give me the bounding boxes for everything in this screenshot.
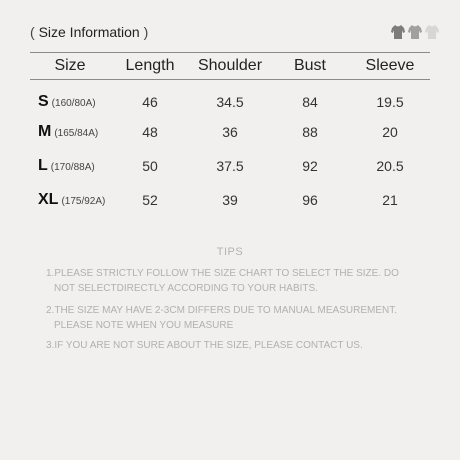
shoulder-cell: 34.5 xyxy=(216,94,244,110)
tip-line: NOT SELECTDIRECTLY ACCORDING TO YOUR HABITS. xyxy=(54,283,318,294)
table-header-row xyxy=(30,54,430,78)
open-paren: ( xyxy=(30,24,35,40)
bust-cell: 84 xyxy=(302,94,318,110)
bust-cell: 96 xyxy=(302,192,318,208)
size-cell xyxy=(30,93,110,111)
sleeve-cell: 19.5 xyxy=(376,94,404,110)
size-label: M xyxy=(38,123,52,140)
tip-line: PLEASE NOTE WHEN YOU MEASURE xyxy=(54,320,234,331)
table-header-rule xyxy=(30,79,430,80)
header-size: Size xyxy=(54,57,86,74)
header-bust: Bust xyxy=(293,57,326,74)
tip-line: 2.THE SIZE MAY HAVE 2-3CM DIFFERS DUE TO MANUAL MEASUREMENT. xyxy=(46,305,397,316)
tips-title: TIPS xyxy=(216,246,244,258)
table-row xyxy=(30,120,430,144)
shirt-mid-icon xyxy=(407,24,423,40)
size-cell xyxy=(30,123,110,141)
shoulder-cell: 37.5 xyxy=(216,158,244,174)
tip-item xyxy=(46,266,426,296)
table-row xyxy=(30,188,430,212)
table-row xyxy=(30,90,430,114)
header-shoulder: Shoulder xyxy=(197,57,263,74)
shirt-dark-icon xyxy=(390,24,406,40)
size-label: S xyxy=(38,93,49,110)
length-cell: 48 xyxy=(142,124,158,140)
size-spec: (175/92A) xyxy=(61,196,106,207)
size-label: XL xyxy=(38,191,59,208)
sleeve-cell: 20.5 xyxy=(376,158,404,174)
close-paren: ) xyxy=(143,24,149,40)
length-cell: 46 xyxy=(142,94,158,110)
size-cell xyxy=(30,157,110,175)
tip-line: 1.PLEASE STRICTLY FOLLOW THE SIZE CHART TO SELECT THE SIZE. DO xyxy=(46,268,399,279)
size-spec: (160/80A) xyxy=(51,98,96,109)
sleeve-cell: 20 xyxy=(382,124,398,140)
bust-cell: 92 xyxy=(302,158,318,174)
table-row xyxy=(30,154,430,178)
bust-cell: 88 xyxy=(302,124,318,140)
shoulder-cell: 39 xyxy=(222,192,238,208)
length-cell: 52 xyxy=(142,192,158,208)
tip-line: 3.IF YOU ARE NOT SURE ABOUT THE SIZE, PLEASE CONTACT US. xyxy=(46,340,363,351)
tip-item xyxy=(46,338,426,353)
header-length: Length xyxy=(125,57,175,74)
shoulder-cell: 36 xyxy=(222,124,238,140)
header-sleeve: Sleeve xyxy=(365,57,415,74)
title-text: Size Information xyxy=(38,24,140,40)
shirt-light-icon xyxy=(424,24,440,40)
size-label: L xyxy=(38,157,48,174)
size-spec: (165/84A) xyxy=(54,128,99,139)
shirt-icons xyxy=(390,24,440,40)
size-spec: (170/88A) xyxy=(50,162,95,173)
tip-item xyxy=(46,303,426,333)
table-top-rule xyxy=(30,52,430,53)
size-cell xyxy=(30,191,110,209)
size-info-title xyxy=(30,24,148,40)
sleeve-cell: 21 xyxy=(382,192,398,208)
length-cell: 50 xyxy=(142,158,158,174)
